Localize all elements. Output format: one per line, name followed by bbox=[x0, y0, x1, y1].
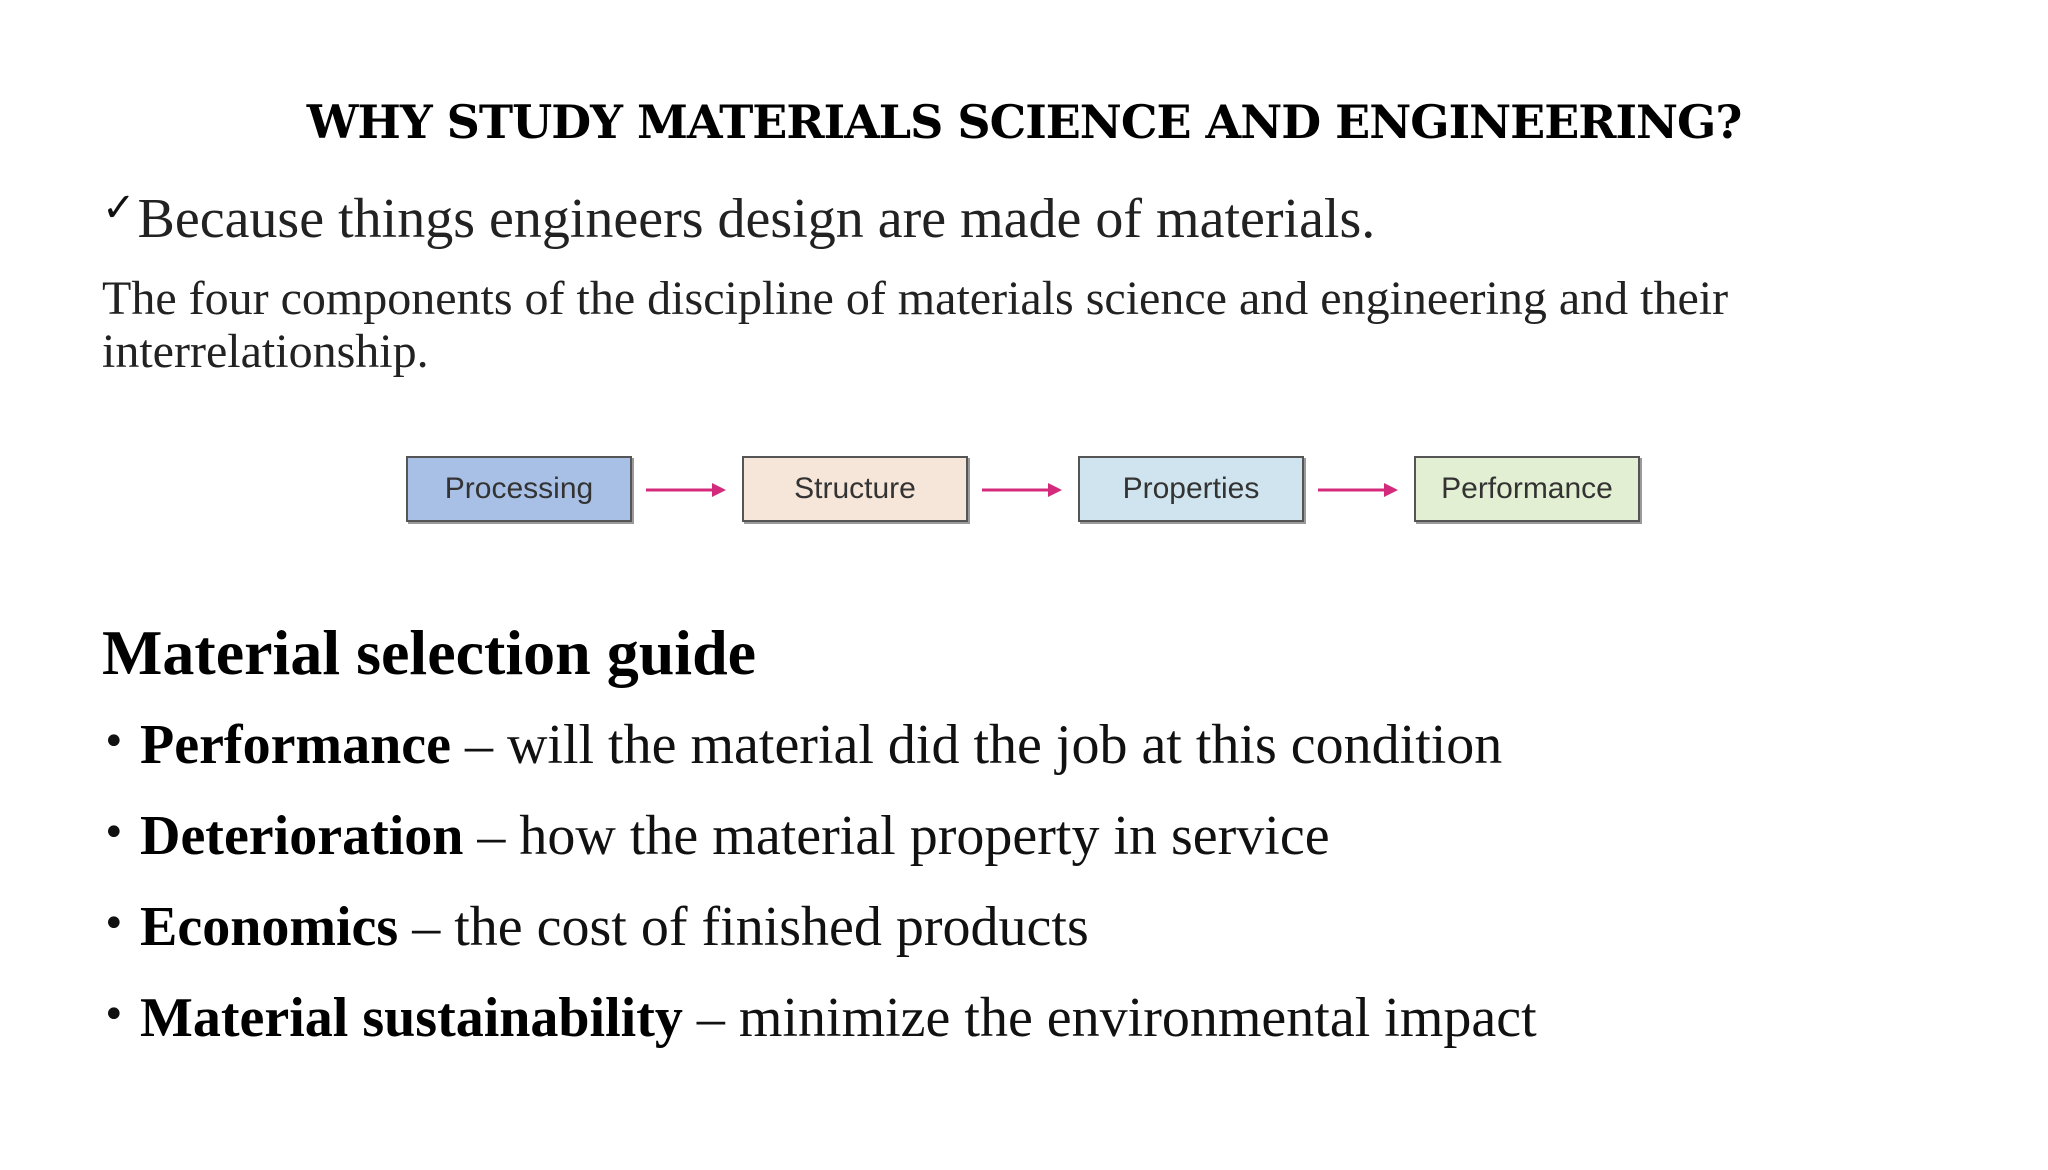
list-item-term: Performance bbox=[140, 714, 451, 776]
bullet-icon: • bbox=[102, 810, 126, 856]
check-icon: ✓ bbox=[102, 185, 136, 231]
flow-step-processing bbox=[406, 456, 632, 522]
flow-step-structure bbox=[742, 456, 968, 522]
flow-step-label: Processing bbox=[444, 472, 594, 505]
list-item bbox=[102, 985, 1537, 1076]
slide-title: WHY STUDY MATERIALS SCIENCE AND ENGINEERING? bbox=[306, 95, 1742, 149]
list-item bbox=[102, 803, 1537, 894]
list-item-term: Deterioration bbox=[140, 805, 464, 867]
list-item-desc: – will the material did the job at this condition bbox=[450, 714, 1503, 776]
list-item-desc: – minimize the environmental impact bbox=[682, 987, 1537, 1049]
list-item-desc: – the cost of finished products bbox=[398, 896, 1089, 958]
list-item bbox=[102, 894, 1537, 985]
selection-guide-list bbox=[102, 712, 1537, 1076]
arrow-right-icon bbox=[980, 478, 1064, 502]
list-item-term: Economics bbox=[140, 896, 399, 958]
arrow-right-icon bbox=[644, 478, 728, 502]
bullet-icon: • bbox=[102, 901, 126, 947]
section-heading: Material selection guide bbox=[102, 617, 757, 688]
list-item bbox=[102, 712, 1537, 803]
flow-diagram bbox=[406, 456, 1646, 528]
list-item-desc: – how the material property in service bbox=[463, 805, 1330, 867]
intro-paragraph: The four components of the discipline of materials science and engineering and their interrelationship. bbox=[102, 272, 1729, 378]
flow-step-performance bbox=[1414, 456, 1640, 522]
flow-step-properties bbox=[1078, 456, 1304, 522]
bullet-icon: • bbox=[102, 992, 126, 1038]
list-item-term: Material sustainability bbox=[140, 987, 683, 1049]
flow-step-label: Properties bbox=[1122, 472, 1260, 505]
flow-step-label: Performance bbox=[1441, 472, 1613, 505]
arrow-right-icon bbox=[1316, 478, 1400, 502]
flow-step-label: Structure bbox=[794, 472, 916, 505]
check-statement-text: Because things engineers design are made of materials. bbox=[137, 188, 1376, 250]
bullet-icon: • bbox=[102, 719, 126, 765]
check-statement bbox=[102, 186, 1375, 252]
